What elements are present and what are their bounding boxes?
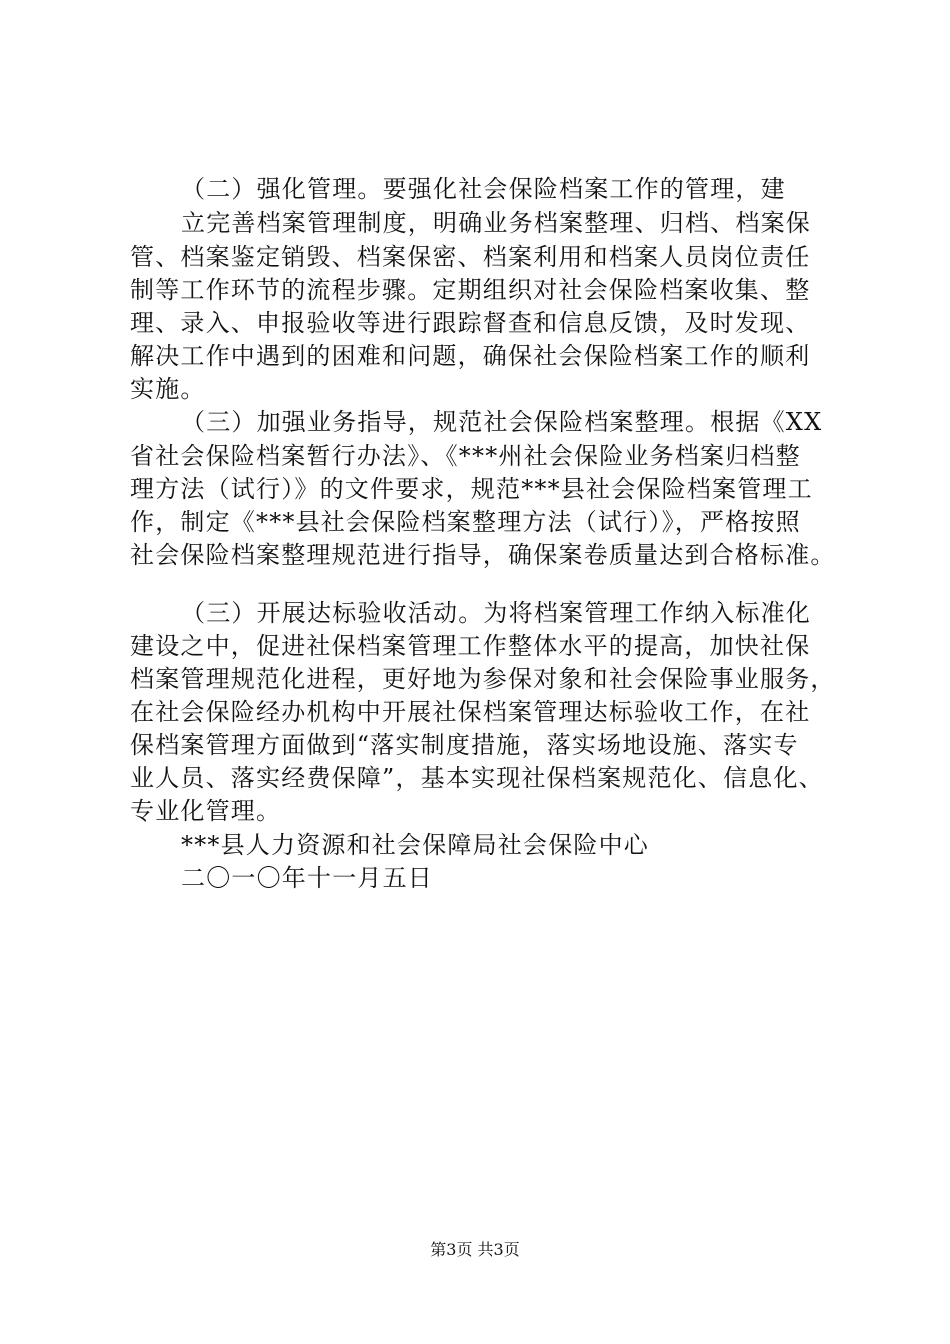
- paragraph-3b-line-3: 档案管理规范化进程，更好地为参保对象和社会保险事业服务，: [130, 665, 836, 693]
- paragraph-3b-line-4: 在社会保险经办机构中开展社保档案管理达标验收工作，在社: [130, 698, 811, 726]
- paragraph-2-line-1: （二）强化管理。要强化社会保险档案工作的管理，建: [181, 175, 786, 203]
- paragraph-3b-line-5: 保档案管理方面做到“落实制度措施，落实场地设施、落实专: [130, 731, 799, 759]
- paragraph-3b-line-2: 建设之中，促进社保档案管理工作整体水平的提高，加快社保: [130, 632, 811, 660]
- signature-organization: ***县人力资源和社会保障局社会保险中心: [181, 831, 649, 859]
- paragraph-3b-line-6: 业人员、落实经费保障”，基本实现社保档案规范化、信息化、: [130, 764, 824, 792]
- paragraph-3b-line-1: （三）开展达标验收活动。为将档案管理工作纳入标准化: [181, 599, 811, 627]
- paragraph-2-line-2: 立完善档案管理制度，明确业务档案整理、归档、档案保: [181, 209, 811, 237]
- paragraph-2-line-4: 制等工作环节的流程步骤。定期组织对社会保险档案收集、整: [130, 276, 811, 304]
- paragraph-3a-line-1: （三）加强业务指导，规范社会保险档案整理。根据《XX: [181, 408, 823, 436]
- signature-date: 二〇一〇年十一月五日: [181, 864, 433, 892]
- paragraph-2-line-7: 实施。: [130, 375, 206, 403]
- page-footer: 第3页 共3页: [430, 1240, 520, 1259]
- paragraph-3a-line-2: 省社会保险档案暂行办法》、《***州社会保险业务档案归档整: [130, 442, 801, 470]
- paragraph-2-line-3: 管、档案鉴定销毁、档案保密、档案利用和档案人员岗位责任: [130, 243, 811, 271]
- paragraph-3a-line-5: 社会保险档案整理规范进行指导，确保案卷质量达到合格标准。: [130, 541, 836, 569]
- paragraph-3b-line-7: 专业化管理。: [130, 797, 282, 825]
- paragraph-2-line-5: 理、录入、申报验收等进行跟踪督查和信息反馈，及时发现、: [130, 309, 811, 337]
- paragraph-2-line-6: 解决工作中遇到的困难和问题，确保社会保险档案工作的顺利: [130, 342, 811, 370]
- paragraph-3a-line-3: 理方法（试行）》的文件要求，规范***县社会保险档案管理工: [130, 475, 813, 503]
- paragraph-3a-line-4: 作，制定《***县社会保险档案整理方法（试行）》，严格按照: [130, 508, 801, 536]
